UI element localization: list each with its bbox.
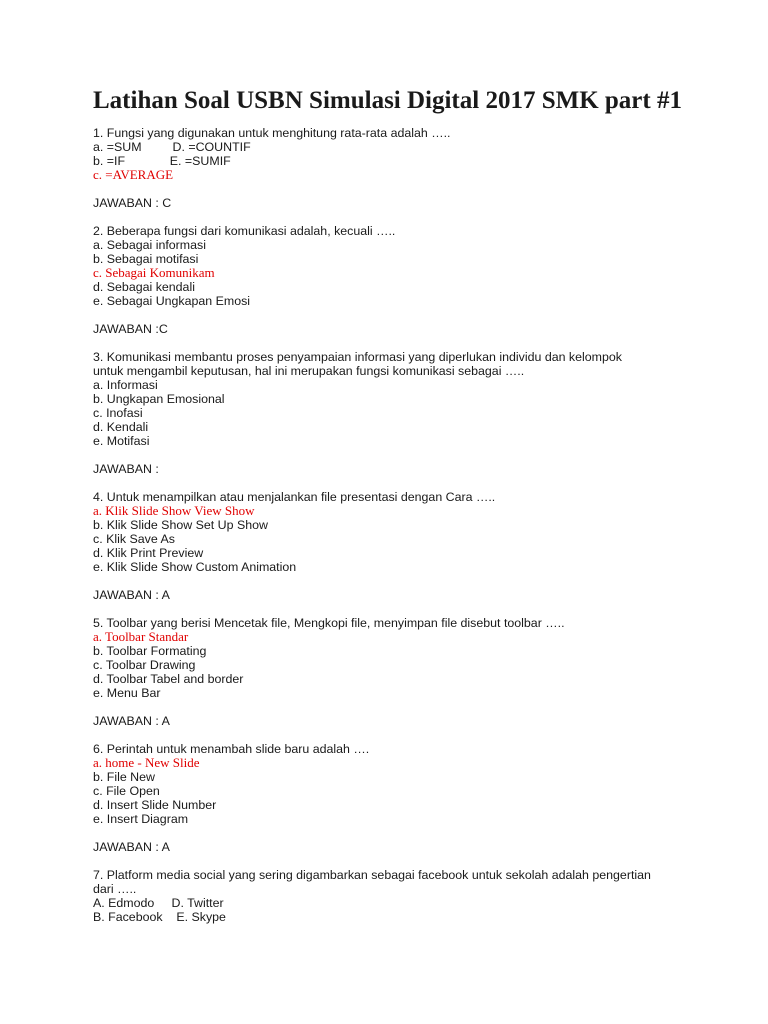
question-text: 7. Platform media social yang sering digambarkan sebagai facebook untuk sekolah adalah pengertian (93, 868, 651, 882)
option: e. Menu Bar (93, 686, 161, 700)
correct-option: a. Klik Slide Show View Show (93, 503, 255, 518)
option: b. Toolbar Formating (93, 644, 207, 658)
option: c. Toolbar Drawing (93, 658, 196, 672)
option: e. Motifasi (93, 434, 150, 448)
question-2 (93, 224, 713, 350)
question-text: 2. Beberapa fungsi dari komunikasi adalah, kecuali ….. (93, 224, 396, 238)
option-row: A. Edmodo D. Twitter (93, 896, 224, 910)
option: d. Kendali (93, 420, 149, 434)
option: b. File New (93, 770, 155, 784)
option: d. Toolbar Tabel and border (93, 672, 244, 686)
question-text: 4. Untuk menampilkan atau menjalankan file presentasi dengan Cara ….. (93, 490, 496, 504)
question-text: 6. Perintah untuk menambah slide baru adalah …. (93, 742, 370, 756)
option: d. Sebagai kendali (93, 280, 195, 294)
question-6 (93, 742, 713, 868)
option: d. Insert Slide Number (93, 798, 217, 812)
option: e. Sebagai Ungkapan Emosi (93, 294, 251, 308)
option-row: a. =SUM D. =COUNTIF (93, 140, 251, 154)
option: a. Informasi (93, 378, 158, 392)
page-title: Latihan Soal USBN Simulasi Digital 2017 SMK part #1 (93, 87, 682, 114)
answer-key: JAWABAN : (93, 462, 159, 476)
option: d. Klik Print Preview (93, 546, 204, 560)
option: c. File Open (93, 784, 160, 798)
option: b. Sebagai motifasi (93, 252, 199, 266)
question-text: dari ….. (93, 882, 137, 896)
correct-option: c. Sebagai Komunikam (93, 265, 215, 280)
option: a. Sebagai informasi (93, 238, 206, 252)
answer-key: JAWABAN :C (93, 322, 168, 336)
option-row: b. =IF E. =SUMIF (93, 154, 231, 168)
answer-key: JAWABAN : A (93, 588, 170, 602)
option: c. Klik Save As (93, 532, 175, 546)
option: e. Klik Slide Show Custom Animation (93, 560, 297, 574)
option: e. Insert Diagram (93, 812, 189, 826)
question-7 (93, 868, 713, 924)
option: b. Ungkapan Emosional (93, 392, 225, 406)
question-1 (93, 126, 713, 224)
question-text: 3. Komunikasi membantu proses penyampaian informasi yang diperlukan individu dan kelompok (93, 350, 622, 364)
correct-option: a. Toolbar Standar (93, 629, 189, 644)
option: c. Inofasi (93, 406, 143, 420)
correct-option: c. =AVERAGE (93, 167, 174, 182)
question-3 (93, 350, 713, 490)
question-text: 5. Toolbar yang berisi Mencetak file, Mengkopi file, menyimpan file disebut toolbar ….. (93, 616, 565, 630)
answer-key: JAWABAN : A (93, 840, 170, 854)
question-list (93, 126, 713, 924)
question-4 (93, 490, 713, 616)
answer-key: JAWABAN : A (93, 714, 170, 728)
option: b. Klik Slide Show Set Up Show (93, 518, 268, 532)
question-text: 1. Fungsi yang digunakan untuk menghitung rata-rata adalah ….. (93, 126, 451, 140)
answer-key: JAWABAN : C (93, 196, 172, 210)
correct-option: a. home - New Slide (93, 755, 200, 770)
question-text: untuk mengambil keputusan, hal ini merupakan fungsi komunikasi sebagai ….. (93, 364, 525, 378)
option-row: B. Facebook E. Skype (93, 910, 226, 924)
question-5 (93, 616, 713, 742)
